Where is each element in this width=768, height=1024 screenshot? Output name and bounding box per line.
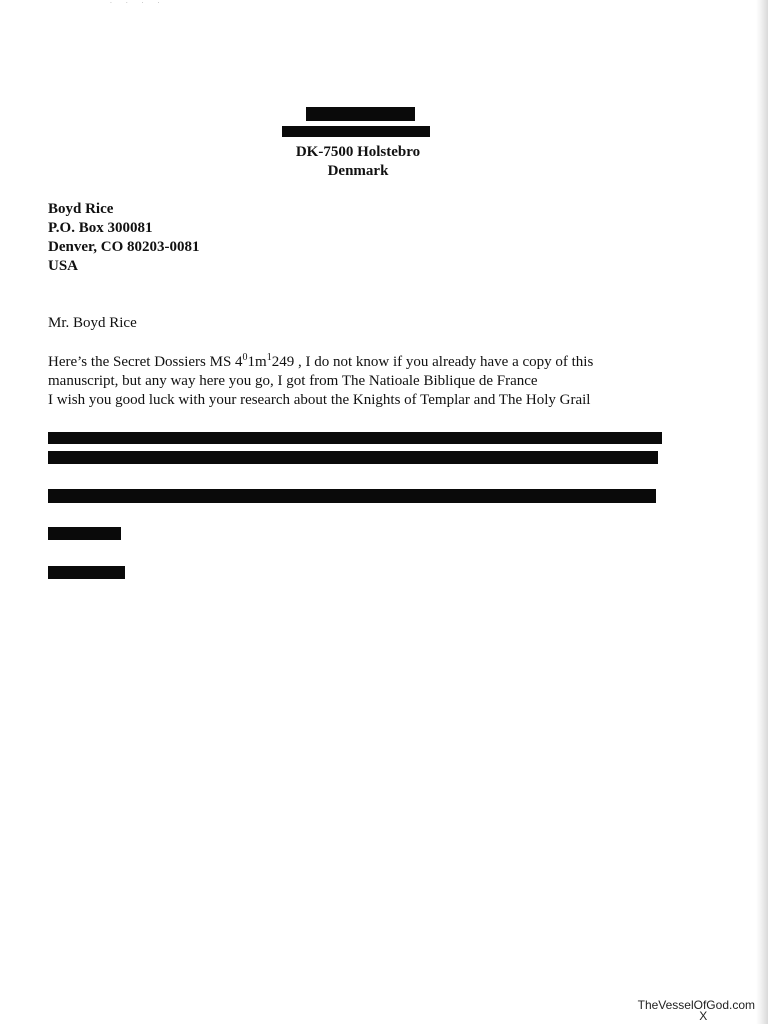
redaction-paragraph-line-3 — [48, 489, 656, 503]
site-watermark — [638, 998, 755, 1023]
redaction-paragraph-line-1 — [48, 432, 662, 444]
salutation: Mr. Boyd Rice — [48, 315, 137, 331]
body-line-1-superscript-b: 1 — [266, 352, 272, 363]
recipient-po-box: P.O. Box 300081 — [48, 220, 153, 236]
recipient-address — [48, 200, 200, 276]
sender-country: Denmark — [327, 163, 389, 179]
recipient-name: Boyd Rice — [48, 201, 114, 217]
letter-body — [48, 353, 688, 410]
body-line-1-superscript-a: 0 — [242, 352, 248, 363]
sender-city-line: DK-7500 Holstebro — [295, 144, 421, 160]
scan-specks: · · · · — [110, 0, 166, 7]
recipient-country: USA — [48, 258, 79, 274]
page-edge-shadow — [756, 0, 768, 1024]
watermark-site-name: TheVesselOfGod.com — [637, 998, 755, 1012]
watermark-x-mark: X — [699, 1009, 708, 1023]
redaction-sender-street — [282, 126, 430, 137]
redaction-paragraph-line-2 — [48, 451, 658, 464]
redaction-closing — [48, 527, 121, 540]
body-line-1 — [48, 353, 688, 372]
recipient-city-state-zip: Denver, CO 80203-0081 — [48, 239, 200, 255]
body-line-1-mid: 1m — [247, 354, 267, 370]
body-line-1-prefix: Here’s the Secret Dossiers MS 4 — [48, 354, 243, 370]
body-line-2: manuscript, but any way here you go, I got from The Natioale Biblique de France — [48, 373, 538, 389]
body-line-1-suffix: 249 , I do not know if you already have a copy of this — [271, 354, 594, 370]
sender-address — [230, 143, 486, 181]
redaction-signature — [48, 566, 125, 579]
redaction-sender-name — [306, 107, 415, 121]
body-line-3: I wish you good luck with your research about the Knights of Templar and The Holy Grail — [48, 392, 591, 408]
